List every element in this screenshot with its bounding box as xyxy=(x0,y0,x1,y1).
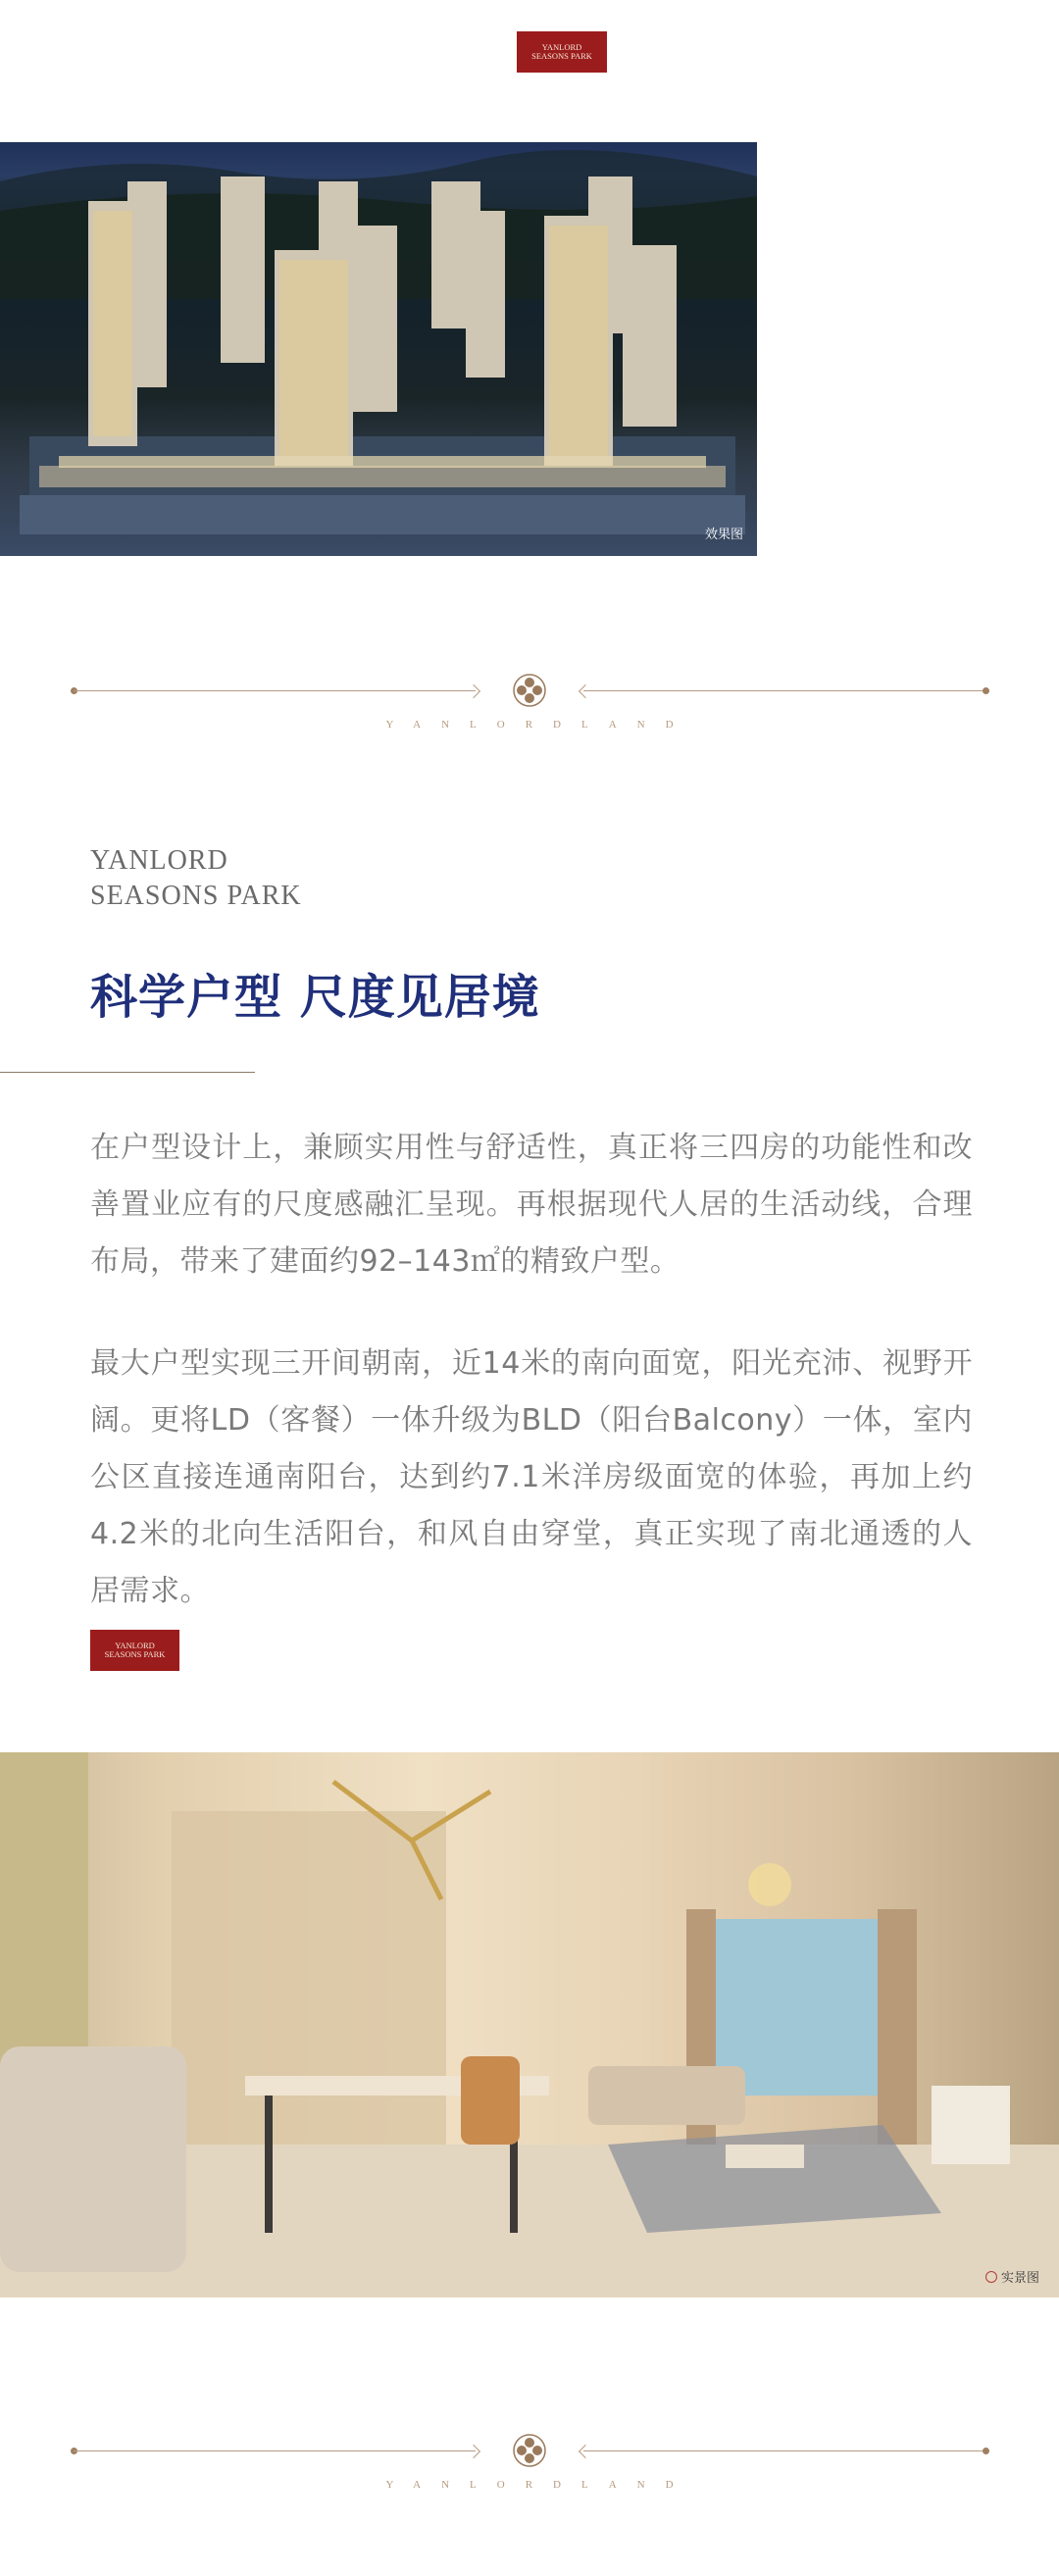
interior-photo xyxy=(0,1752,1059,2298)
photo-caption-text: 实景图 xyxy=(1000,2271,1039,2286)
logo-line-1: YANLORD xyxy=(90,845,228,876)
interior-scene xyxy=(0,1752,1059,2298)
body-paragraph-2: 最大户型实现三开间朝南，近14米的南向面宽，阳光充沛、视野开阔。更将LD（客餐）一体升级为BLD（阳台Balcony）一体，室内公区直接连通南阳台，达到约7.1米洋房级面宽的体验，再加上约4.2米的北向生活阳台，和风自由穿堂，真正实现了南北通透的人居需求。 xyxy=(90,1346,973,1608)
decorative-divider-bottom xyxy=(0,2422,1059,2500)
divider-brand-text: YANLORDLAND xyxy=(385,719,694,731)
aerial-rendering-photo xyxy=(0,142,757,556)
divider-arrow-left xyxy=(467,684,480,698)
decorative-divider xyxy=(0,662,1059,740)
divider-line-left xyxy=(74,690,476,691)
project-logo-text xyxy=(90,843,302,914)
divider-arrow-right xyxy=(579,684,592,698)
divider-arrow-left xyxy=(467,2445,480,2458)
logo-line-2: SEASONS PARK xyxy=(90,881,302,911)
divider-line-right xyxy=(583,2450,985,2451)
divider-brand-text: YANLORDLAND xyxy=(385,2479,694,2491)
flower-emblem-icon xyxy=(512,2433,547,2468)
brand-badge-small xyxy=(90,1630,179,1671)
divider-line-right xyxy=(583,690,985,691)
divider-endcap xyxy=(983,687,989,694)
badge-line-1: YANLORD xyxy=(541,42,582,53)
caption-circle-icon xyxy=(985,2271,997,2283)
divider-arrow-right xyxy=(579,2445,592,2458)
flower-emblem-icon xyxy=(512,673,547,708)
body-paragraph-1: 在户型设计上，兼顾实用性与舒适性，真正将三四房的功能性和改善置业应有的尺度感融汇呈现。再根据现代人居的生活动线，合理布局，带来了建面约92–143㎡的精致户型。 xyxy=(90,1131,973,1279)
divider-endcap xyxy=(983,2448,989,2454)
rendering-caption: 效果图 xyxy=(704,528,743,542)
badge-line-1: YANLORD xyxy=(115,1641,155,1651)
badge-line-2: SEASONS PARK xyxy=(104,1649,166,1659)
section-headline: 科学户型 尺度见居境 xyxy=(90,970,540,1025)
divider-line-left xyxy=(74,2450,476,2451)
photo-caption xyxy=(985,2267,1039,2286)
badge-line-2: SEASONS PARK xyxy=(531,51,592,61)
aerial-scene xyxy=(0,142,757,556)
section-rule xyxy=(0,1072,255,1073)
brand-badge xyxy=(517,31,607,73)
